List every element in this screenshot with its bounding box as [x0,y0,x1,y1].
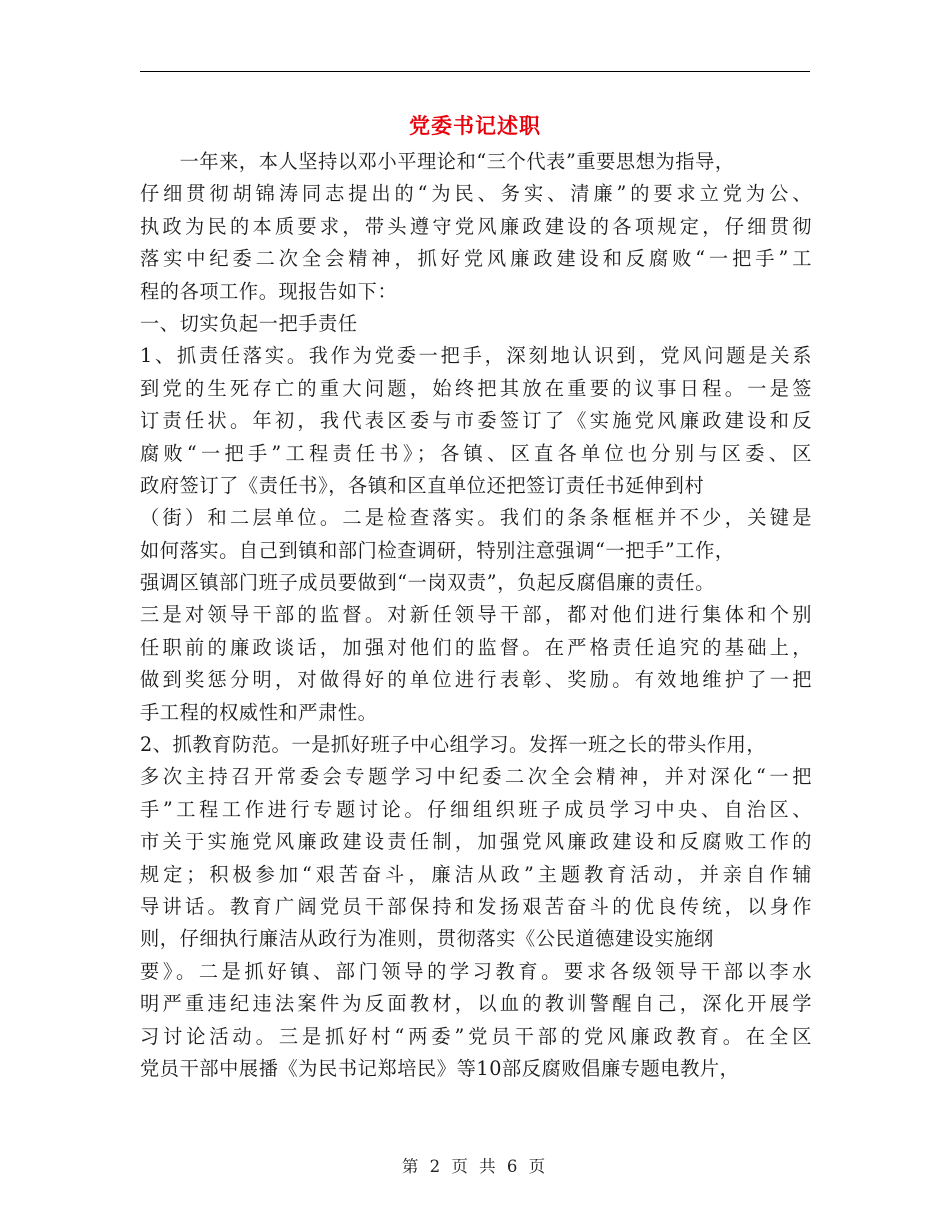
body-line: 落实中纪委二次全会精神，抓好党风廉政建设和反腐败“一把手”工 [140,247,812,271]
body-line: 订责任状。年初，我代表区委与市委签订了《实施党风廉政建设和反 [140,409,812,433]
header-rule [140,71,810,72]
body-line: 一、切实负起一把手责任 [140,311,358,335]
body-line: 1、抓责任落实。我作为党委一把手，深刻地认识到，党风问题是关系 [140,344,812,368]
document-body [140,146,812,1085]
body-line: 做到奖惩分明，对做得好的单位进行表彰、奖励。有效地维护了一把 [140,668,812,692]
body-line: 则，仔细执行廉洁从政行为准则，贯彻落实《公民道德建设实施纲 [140,927,714,951]
body-line: 2、抓教育防范。一是抓好班子中心组学习。发挥一班之长的带头作用， [140,733,767,757]
document-title: 党委书记述职 [409,113,541,138]
body-line: 党员干部中展播《为民书记郑培民》等10部反腐败倡廉专题电教片， [140,1056,740,1080]
body-line: 市关于实施党风廉政建设责任制，加强党风廉政建设和反腐败工作的 [140,830,812,854]
body-line: （街）和二层单位。二是检查落实。我们的条条框框并不少，关键是 [140,506,812,530]
body-line: 要》。二是抓好镇、部门领导的学习教育。要求各级领导干部以李水 [140,959,812,983]
body-line: 执政为民的本质要求，带头遵守党风廉政建设的各项规定，仔细贯彻 [140,214,812,238]
body-line: 强调区镇部门班子成员要做到“一岗双责”，负起反腐倡廉的责任。 [140,571,715,595]
body-line: 如何落实。自己到镇和部门检查调研，特别注意强调“一把手”工作， [140,538,735,562]
body-line: 一年来，本人坚持以邓小平理论和“三个代表”重要思想为指导， [140,150,735,173]
body-line: 仔细贯彻胡锦涛同志提出的“为民、务实、清廉”的要求立党为公、 [140,182,812,206]
page-footer: 第 2 页 共 6 页 [401,1157,549,1176]
body-line: 习讨论活动。三是抓好村“两委”党员干部的党风廉政教育。在全区 [140,1024,812,1048]
body-line: 三是对领导干部的监督。对新任领导干部，都对他们进行集体和个别 [140,603,812,627]
body-line: 多次主持召开常委会专题学习中纪委二次全会精神，并对深化“一把 [140,765,812,789]
body-line: 到党的生死存亡的重大问题，始终把其放在重要的议事日程。一是签 [140,376,812,400]
body-line: 规定；积极参加“艰苦奋斗，廉洁从政”主题教育活动，并亲自作辅 [140,862,812,886]
body-line: 程的各项工作。现报告如下： [140,279,398,303]
body-line: 明严重违纪违法案件为反面教材，以血的教训警醒自己，深化开展学 [140,992,812,1016]
body-line: 任职前的廉政谈话，加强对他们的监督。在严格责任追究的基础上， [140,635,812,659]
body-line: 导讲话。教育广阔党员干部保持和发扬艰苦奋斗的优良传统，以身作 [140,894,812,918]
body-line: 政府签订了《责任书》，各镇和区直单位还把签订责任书延伸到村 [140,473,705,497]
body-line: 手工程的权威性和严肃性。 [140,700,378,724]
body-line: 腐败“一把手”工程责任书》；各镇、区直各单位也分别与区委、区 [140,441,812,465]
body-line: 手”工程工作进行专题讨论。仔细组织班子成员学习中央、自治区、 [140,797,812,821]
